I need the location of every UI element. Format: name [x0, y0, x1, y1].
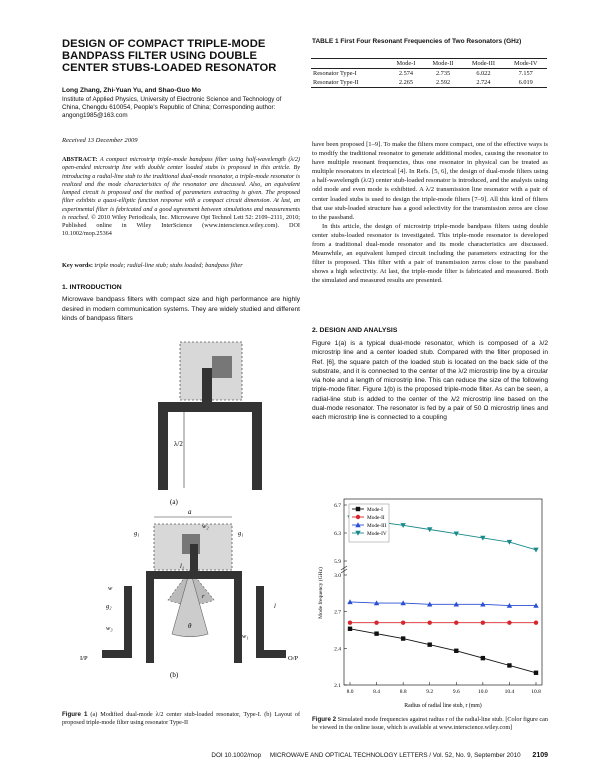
- dim-w3: w₃: [106, 625, 113, 632]
- table-1: [311, 58, 547, 88]
- article-title: [62, 38, 292, 74]
- dim-w2: w₂: [202, 523, 209, 530]
- port-label-in: I/P: [80, 655, 88, 662]
- half-wave-line-left: [158, 402, 168, 490]
- section-heading-design: 2. DESIGN AND ANALYSIS: [312, 327, 398, 334]
- feed-left: [124, 586, 132, 658]
- title-line: BANDPASS FILTER USING DOUBLE: [62, 50, 258, 62]
- y-tick-label: 6.3: [334, 531, 341, 537]
- figure-2-caption: [312, 716, 548, 732]
- figure-1-caption-label: Figure 1: [62, 711, 88, 718]
- authors: Long Zhang, Zhi-Yuan Yu, and Shao-Guo Mo: [62, 87, 202, 94]
- design-text: Figure 1(a) is a typical dual-mode resonator, which is composed of a λ/2 microstrip line and a center loaded stub. Compared with the filter proposed in Ref. [6], the square patch of the loaded stub is located on the back side of the substrate, and it is connected to the center of the λ/2 microstrip line by a circular via hole and a length of microstrip line. This can reduce the size of the following triple-mode filter. Figure 1(b) is the proposed triple-mode filter. As can be seen, a radial-line stub is added to the center of the λ/2 microstrip line based on the dual-mode resonator. The resonator is fed by a pair of 50 Ω microstrip lines and each microstrip line is connected to a coupling: [312, 340, 548, 422]
- x-tick-label: 8.0: [346, 689, 354, 695]
- resonator-right: [234, 571, 242, 663]
- center-stub: [202, 368, 212, 404]
- figure-1b: [80, 508, 299, 679]
- table-header-cell: Mode-IV: [513, 60, 538, 67]
- dim-g2: g₂: [106, 603, 112, 610]
- footer-doi: DOI 10.1002/mop: [211, 752, 262, 759]
- y-tick-label: 6.7: [334, 503, 341, 509]
- dim-r: r: [202, 593, 205, 600]
- port-in: [102, 650, 132, 658]
- figure-1-caption-text: (a) Modified dual-mode λ/2 center stub-loaded resonator, Type-I. (b) Layout of proposed triple-mode filter using resonator Type-II: [62, 711, 301, 726]
- keywords-label: Key words:: [62, 262, 93, 269]
- title-line: CENTER STUBS-LOADED RESONATOR: [62, 62, 277, 74]
- table-header-row: [311, 59, 547, 69]
- table-header-cell: Mode-I: [396, 60, 416, 67]
- page-number: 2109: [532, 752, 548, 759]
- received-date: Received 13 December 2009: [62, 137, 138, 144]
- dim-a: a: [188, 508, 192, 516]
- table-1-title: First Four Resonant Frequencies of Two Resonators (GHz): [340, 38, 522, 45]
- abstract-text: A compact microstrip triple-mode bandpass filter using half-wavelength (λ/2) open-ended microstrip line with double center loaded stubs is proposed in this article. By introducing a radial-line stub to the traditional dual-mode resonator, a triple-mode resonator is realized and the mode characteristics of the resonator are discussed. Also, an equivalent lumped circuit is proposed and the method of parameters extracting is given. The proposed filter exhibits a quasi-elliptic function response with a compact circuit dimension. At last, an experimental filter is fabricated and a good agreement between simulations and measurements is reached.: [62, 156, 300, 221]
- legend-label: Mode-IV: [367, 531, 387, 537]
- figure-2-caption-label: Figure 2: [312, 716, 337, 723]
- data-point: [401, 636, 405, 640]
- table-cell: 2.265: [398, 79, 414, 86]
- lambda-label: λ/2: [174, 440, 183, 448]
- paragraph: In this article, the design of microstrip triple-mode bandpass filters using double center stubs-loaded resonator is investigated. This triple-mode resonator is developed from a traditional dual-mode resonator and its mode characteristics are discussed. Meanwhile, an equivalent lumped circuit including the parameters extracting for the filter is proposed. This filter with a pair of transmission zeros close to the passband shows a high selectivity. At last, the triple-mode filter is fabricated and measured. Both the simulated and measured results are presented.: [312, 222, 548, 285]
- dim-g1: g₁: [134, 530, 140, 537]
- dim-w: w: [108, 585, 113, 592]
- x-tick-label: 8.8: [399, 689, 407, 695]
- table-cell: 6.019: [518, 79, 533, 86]
- y-tick-label: 2.7: [334, 609, 341, 616]
- table-1-caption: [312, 38, 547, 46]
- table-header-cell: Mode-II: [432, 60, 454, 67]
- data-point: [428, 642, 432, 646]
- half-wave-line-top: [158, 402, 262, 412]
- data-point: [374, 620, 378, 624]
- data-point: [481, 656, 485, 660]
- keywords-text: triple mode; radial-line stub; stubs loaded; bandpass filter: [94, 262, 243, 269]
- legend-marker: [356, 515, 360, 519]
- dim-l: l: [274, 603, 276, 610]
- data-point: [401, 620, 405, 624]
- data-point: [454, 649, 458, 653]
- dim-g1-right: g₁: [238, 530, 244, 537]
- right-column-text: [312, 140, 548, 286]
- table-cell: 7.157: [518, 70, 533, 77]
- data-point: [348, 620, 352, 624]
- port-out: [256, 650, 286, 658]
- legend-marker: [356, 507, 360, 511]
- introduction-text: Microwave bandpass filters with compact size and high performance are highly desired in modern communication systems. They are widely studied and different kinds of bandpass filters: [62, 296, 300, 322]
- table-cell: 6.022: [476, 70, 491, 77]
- figure-2-chart: [312, 493, 548, 713]
- data-point: [428, 620, 432, 624]
- figure-1a: [158, 342, 262, 506]
- page-footer: [130, 752, 548, 759]
- subfigure-label-a: (a): [170, 498, 178, 506]
- keywords: [62, 262, 300, 269]
- table-header-cell: [311, 59, 388, 69]
- x-tick-label: 10.0: [478, 689, 488, 695]
- via-square: [212, 356, 232, 378]
- y-tick-label: 2.4: [334, 646, 341, 653]
- resonator-top: [146, 571, 242, 579]
- y-axis-label: Mode frequency (GHz): [318, 567, 324, 619]
- dim-l1: l₁: [180, 563, 185, 570]
- center-stub-b: [190, 544, 198, 574]
- table-cell: Resonator Type-I: [313, 70, 357, 77]
- figure-2-caption-text: Simulated mode frequencies against radius r of the radial-line stub. [Color figure can be viewed in the online issue, which is available at www.interscience.wiley.com]: [312, 716, 549, 731]
- data-point: [534, 671, 538, 675]
- footer-journal: MICROWAVE AND OPTICAL TECHNOLOGY LETTERS / Vol. 52, No. 9, September 2010: [269, 752, 521, 759]
- table-cell: 2.724: [476, 79, 491, 86]
- data-point: [534, 620, 538, 624]
- dim-theta: θ: [188, 622, 192, 630]
- legend-label: Mode-I: [367, 507, 383, 513]
- table-row: [311, 78, 547, 88]
- section-heading-introduction: 1. INTRODUCTION: [62, 284, 122, 291]
- table-header-cell: Mode-III: [471, 60, 495, 67]
- feed-right: [256, 586, 264, 658]
- legend-label: Mode-II: [367, 515, 385, 521]
- figure-1-caption: [62, 711, 300, 727]
- data-point: [348, 627, 352, 631]
- paragraph: have been proposed [1–9]. To make the filters more compact, one of the effective ways is to modify the traditional resonator to generate additional modes, causing the resonator to have multiple resonant frequencies, thus one resonator in physical can be treated as multiple resonators in electrical [4]. In Refs. [5, 6], the design of dual-mode filters using a half-wavelength (λ/2) center stub-loaded resonator is introduced, and the analysis using odd mode and even mode is exhibited. A λ/2 transmission line resonator with a pair of center loaded stubs is used to design the triple-mode filters [7–9]. All this kind of filters that use stub-loaded structure has a good selectivity for the transmission zeros are close to the passband.: [312, 141, 548, 221]
- subfigure-label-b: (b): [170, 671, 179, 679]
- resonator-left: [146, 571, 154, 663]
- dim-w1: w₁: [242, 633, 249, 640]
- affiliation: Institute of Applied Physics, University of Electronic Science and Technology of China, Chengdu 610054, People's Republic of China; Corresponding author: angong1985@163.com: [62, 96, 282, 119]
- table-cell: 2.574: [398, 70, 414, 77]
- abstract-label: ABSTRACT:: [62, 156, 98, 163]
- x-tick-label: 10.4: [504, 689, 515, 695]
- x-axis-label: Radius of radial line stub, r (mm): [404, 703, 482, 709]
- table-1-label: TABLE 1: [312, 38, 339, 45]
- abstract-tail: © 2010 Wiley Periodicals, Inc. Microwave Opt Technol Lett 52: 2109–2111, 2010; Published online in Wiley InterScience (www.interscience.wiley.com). DOI 10.1002/mop.25364: [62, 213, 301, 238]
- data-point: [507, 663, 511, 667]
- title-line: DESIGN OF COMPACT TRIPLE-MODE: [62, 38, 266, 50]
- table-cell: Resonator Type-II: [313, 79, 359, 86]
- x-tick-label: 8.4: [373, 689, 381, 695]
- y-tick-label: 3.0: [334, 573, 341, 579]
- table-cell: 2.592: [435, 79, 451, 86]
- data-point: [481, 620, 485, 624]
- data-point: [454, 620, 458, 624]
- legend-label: Mode-III: [367, 523, 387, 529]
- y-tick-label: 2.1: [334, 683, 341, 689]
- figure-1: [62, 338, 300, 710]
- table-row: [311, 69, 547, 79]
- y-tick-label: 5.9: [334, 559, 341, 565]
- data-point: [374, 631, 378, 635]
- x-tick-label: 9.2: [426, 689, 434, 695]
- x-tick-label: 10.8: [531, 689, 541, 695]
- half-wave-line-right: [252, 402, 262, 490]
- abstract: [62, 156, 300, 239]
- port-label-out: O/P: [288, 655, 299, 662]
- table-cell: 2.735: [435, 70, 451, 77]
- data-point: [507, 620, 511, 624]
- x-tick-label: 9.6: [452, 689, 460, 695]
